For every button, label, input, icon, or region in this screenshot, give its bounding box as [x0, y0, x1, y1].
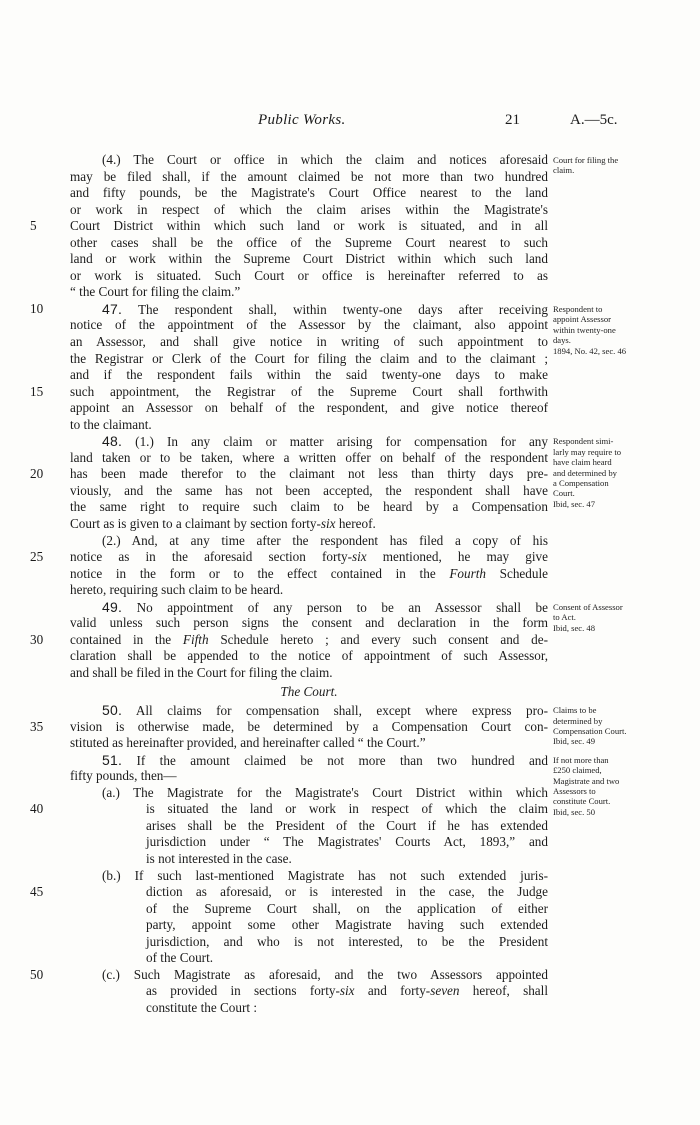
line-text: Court District within which such land or work is situated, and in all	[70, 218, 548, 234]
text-line	[30, 631, 548, 649]
page-number: 21	[505, 112, 520, 128]
text-line	[70, 202, 548, 219]
text-line	[70, 615, 548, 632]
marginal-note-line: larly may require to	[553, 446, 622, 457]
line-text: and forty-	[354, 983, 431, 999]
text-line	[70, 582, 548, 599]
text-line	[70, 599, 548, 616]
text-line	[70, 268, 548, 285]
marginal-note	[553, 602, 663, 633]
marginal-note-line: £250 claimed,	[553, 765, 602, 776]
text-line	[70, 450, 548, 467]
text-line	[70, 648, 548, 665]
text-line	[30, 218, 548, 235]
line-text: jurisdiction under “ The Magistrates' Courts Act, 1893,” and	[146, 834, 548, 850]
text-line	[70, 665, 548, 682]
line-number: 35	[30, 718, 44, 734]
section-heading	[70, 684, 548, 701]
marginal-note	[553, 436, 663, 509]
italic-text: Fifth	[182, 631, 209, 647]
italic-text: six	[320, 516, 336, 532]
marginal-note-line: Magistrate and two	[553, 775, 620, 786]
page-header	[0, 112, 700, 132]
text-line	[70, 351, 548, 368]
line-text: the same right to require such claim to be heard by a Compensation	[70, 499, 548, 515]
text-line	[70, 785, 548, 802]
section-number: 47.	[102, 300, 123, 317]
text-line	[30, 300, 548, 318]
section-number: 49.	[102, 598, 123, 615]
line-text: land taken or to be taken, where a written offer on behalf of the respondent	[70, 449, 548, 465]
marginal-note	[553, 705, 663, 747]
line-text: hereof.	[335, 516, 376, 532]
marginal-note	[553, 304, 663, 356]
text-line	[30, 383, 548, 401]
line-text: notice in the form or to the effect contained in the	[70, 565, 450, 581]
text-line	[70, 367, 548, 384]
text-line	[30, 966, 548, 984]
line-text: of the Court.	[146, 950, 214, 966]
line-text: constitute the Court :	[146, 999, 257, 1015]
text-line	[30, 549, 548, 566]
text-line	[70, 185, 548, 202]
marginal-note-line: Ibid, sec. 48	[553, 622, 596, 633]
section-number: 48.	[102, 433, 123, 450]
text-line	[70, 400, 548, 417]
section-number: 51.	[102, 751, 123, 768]
italic-text: six	[352, 549, 367, 565]
text-line	[70, 702, 548, 719]
line-text: No appointment of any person to be an Assessor shall be	[122, 599, 548, 615]
marginal-note-line: within twenty-one	[553, 324, 616, 335]
line-text: of the Supreme Court shall, on the application of either	[146, 900, 548, 916]
marginal-note-line: Court for filing the	[553, 155, 619, 165]
text-line	[70, 533, 548, 550]
line-text: The Court.	[280, 683, 338, 699]
text-line	[70, 983, 548, 1000]
marginal-note-line: appoint Assessor	[553, 314, 612, 325]
text-line	[70, 934, 548, 951]
line-text: valid unless such person signs the consent and declaration in the form	[70, 615, 548, 631]
line-text: and shall be filed in the Court for filing the claim.	[70, 664, 333, 680]
line-text: (a.) The Magistrate for the Magistrate's Court District within which	[102, 784, 548, 800]
text-line	[70, 1000, 548, 1017]
line-text: is not interested in the case.	[146, 850, 292, 866]
line-text: has been made therefor to the claimant not less than thirty days pre-	[70, 466, 548, 482]
line-text: mentioned, he may give	[366, 549, 548, 565]
running-title: Public Works.	[258, 112, 346, 128]
text-line	[70, 317, 548, 334]
text-line	[70, 251, 548, 268]
text-line	[70, 901, 548, 918]
line-text: fifty pounds, then—	[70, 768, 177, 784]
marginal-note-line: a Compensation	[553, 477, 609, 488]
line-number: 10	[30, 300, 44, 316]
text-line	[70, 516, 548, 533]
line-text: other cases shall be the office of the Supreme Court nearest to such	[70, 234, 548, 250]
text-line	[70, 169, 548, 186]
line-number: 5	[30, 218, 37, 234]
line-text: notice of the appointment of the Assessor by the claimant, also appoint	[70, 317, 548, 333]
line-text: jurisdiction, and who is not interested, to be the President	[146, 933, 548, 949]
line-text: (1.) In any claim or matter arising for compensation for any	[122, 434, 548, 450]
marginal-note-line: constitute Court.	[553, 796, 611, 807]
text-line	[70, 499, 548, 516]
marginal-note-line: If not more than	[553, 754, 609, 765]
line-text: (2.) And, at any time after the respondent has filed a copy of his	[102, 532, 548, 548]
line-text: vision is otherwise made, be determined by a Compensation Court con-	[70, 718, 548, 734]
text-line	[70, 818, 548, 835]
text-line	[70, 284, 548, 301]
line-text: arises shall be the President of the Court if he has extended	[146, 817, 548, 833]
section-number: 50.	[102, 702, 123, 719]
marginal-note-line: have claim heard	[553, 457, 612, 468]
marginal-note-line: Consent of Assessor	[553, 601, 623, 612]
line-text: Schedule hereto ; and every such consent and de-	[208, 631, 548, 647]
text-line	[70, 752, 548, 769]
text-line	[70, 735, 548, 752]
marginal-note-line: Ibid, sec. 50	[553, 806, 596, 817]
line-text: hereto, requiring such claim to be heard.	[70, 582, 284, 598]
text-line	[70, 152, 548, 169]
line-text: contained in the	[70, 631, 183, 647]
marginal-note-line: Assessors to	[553, 786, 596, 797]
line-text: If the amount claimed be not more than two hundred and	[122, 752, 548, 768]
marginal-note-line: Court.	[553, 488, 575, 499]
line-text: Schedule	[485, 565, 548, 581]
italic-text: Fourth	[449, 565, 486, 581]
text-line	[70, 834, 548, 851]
text-line	[30, 884, 548, 901]
line-text: viously, and the same has not been accepted, the respondent shall have	[70, 482, 548, 498]
line-number: 20	[30, 466, 44, 482]
line-text: the Registrar or Clerk of the Court for filing the claim and to the claimant ;	[70, 350, 548, 366]
line-text: party, appoint some other Magistrate having such extended	[146, 917, 548, 933]
line-text: to the claimant.	[70, 416, 152, 432]
italic-text: seven	[430, 983, 460, 999]
line-text: an Assessor, and shall give notice in writing of such appointment to	[70, 334, 548, 350]
text-line	[70, 768, 548, 785]
line-text: and fifty pounds, be the Magistrate's Court Office nearest to the land	[70, 185, 548, 201]
marginal-note-line: 1894, No. 42, sec. 46	[553, 345, 627, 356]
line-text: All claims for compensation shall, except where express pro-	[122, 703, 548, 719]
marginal-note-line: Ibid, sec. 47	[553, 498, 596, 509]
marginal-note-line: days.	[553, 335, 571, 346]
line-text: (c.) Such Magistrate as aforesaid, and the two Assessors appointed	[102, 966, 548, 982]
marginal-note-line: Ibid, sec. 49	[553, 736, 596, 747]
line-number: 50	[30, 966, 44, 982]
line-text: notice as in the aforesaid section forty-	[70, 549, 353, 565]
marginal-note	[553, 155, 663, 176]
line-text: stituted as hereinafter provided, and hereinafter called “ the Court.”	[70, 735, 426, 751]
italic-text: six	[339, 983, 355, 999]
text-line	[30, 801, 548, 818]
marginal-note-line: Respondent simi-	[553, 436, 614, 447]
text-line	[70, 433, 548, 450]
text-line	[70, 483, 548, 500]
line-text: or work in respect of which the claim arises within the Magistrate's	[70, 201, 548, 217]
line-text: land or work within the Supreme Court District within which such land	[70, 251, 548, 267]
line-number: 25	[30, 549, 44, 565]
text-line	[70, 566, 548, 583]
marginal-note-line: Respondent to	[553, 303, 603, 314]
line-text: claration shall be appended to the notice of appointment of such Assessor,	[70, 648, 548, 664]
body-text	[30, 152, 548, 1016]
line-number: 15	[30, 383, 44, 399]
line-number: 45	[30, 884, 44, 900]
line-number: 40	[30, 801, 44, 817]
line-text: “ the Court for filing the claim.”	[70, 284, 241, 300]
line-text: as provided in sections forty-	[146, 983, 340, 999]
marginal-note-line: claim.	[553, 165, 575, 176]
text-line	[30, 718, 548, 736]
text-line	[70, 235, 548, 252]
marginal-note-line: and determined by	[553, 467, 617, 478]
line-text: or work is situated. Such Court or office is hereinafter referred to as	[70, 267, 548, 283]
document-reference: A.—5c.	[570, 112, 618, 128]
text-line	[70, 334, 548, 351]
text-line	[30, 466, 548, 483]
line-text: (b.) If such last-mentioned Magistrate has not such extended juris-	[102, 867, 548, 883]
text-line	[70, 868, 548, 885]
marginal-note-line: Claims to be	[553, 705, 597, 716]
line-text: diction as aforesaid, or is interested in the case, the Judge	[146, 884, 548, 900]
text-line	[70, 417, 548, 434]
line-number: 30	[30, 631, 44, 647]
line-text: (4.) The Court or office in which the claim and notices aforesaid	[102, 152, 548, 167]
line-text: and if the respondent fails within the said twenty-one days to make	[70, 367, 548, 383]
marginal-note-line: Compensation Court.	[553, 725, 627, 736]
line-text: Court as is given to a claimant by section forty-	[70, 516, 321, 532]
line-text: The respondent shall, within twenty-one days after receiving	[122, 301, 548, 317]
line-text: may be filed shall, if the amount claimed be not more than two hundred	[70, 168, 548, 184]
line-text: hereof, shall	[459, 983, 548, 999]
marginal-note-line: to Act.	[553, 612, 576, 623]
text-line	[70, 950, 548, 967]
line-text: is situated the land or work in respect of which the claim	[146, 801, 548, 817]
text-line	[70, 851, 548, 868]
line-text: appoint an Assessor on behalf of the respondent, and give notice thereof	[70, 400, 548, 416]
text-line	[70, 917, 548, 934]
marginal-note-line: determined by	[553, 715, 603, 726]
line-text: such appointment, the Registrar of the Supreme Court shall forthwith	[70, 383, 548, 399]
marginal-note	[553, 755, 663, 817]
